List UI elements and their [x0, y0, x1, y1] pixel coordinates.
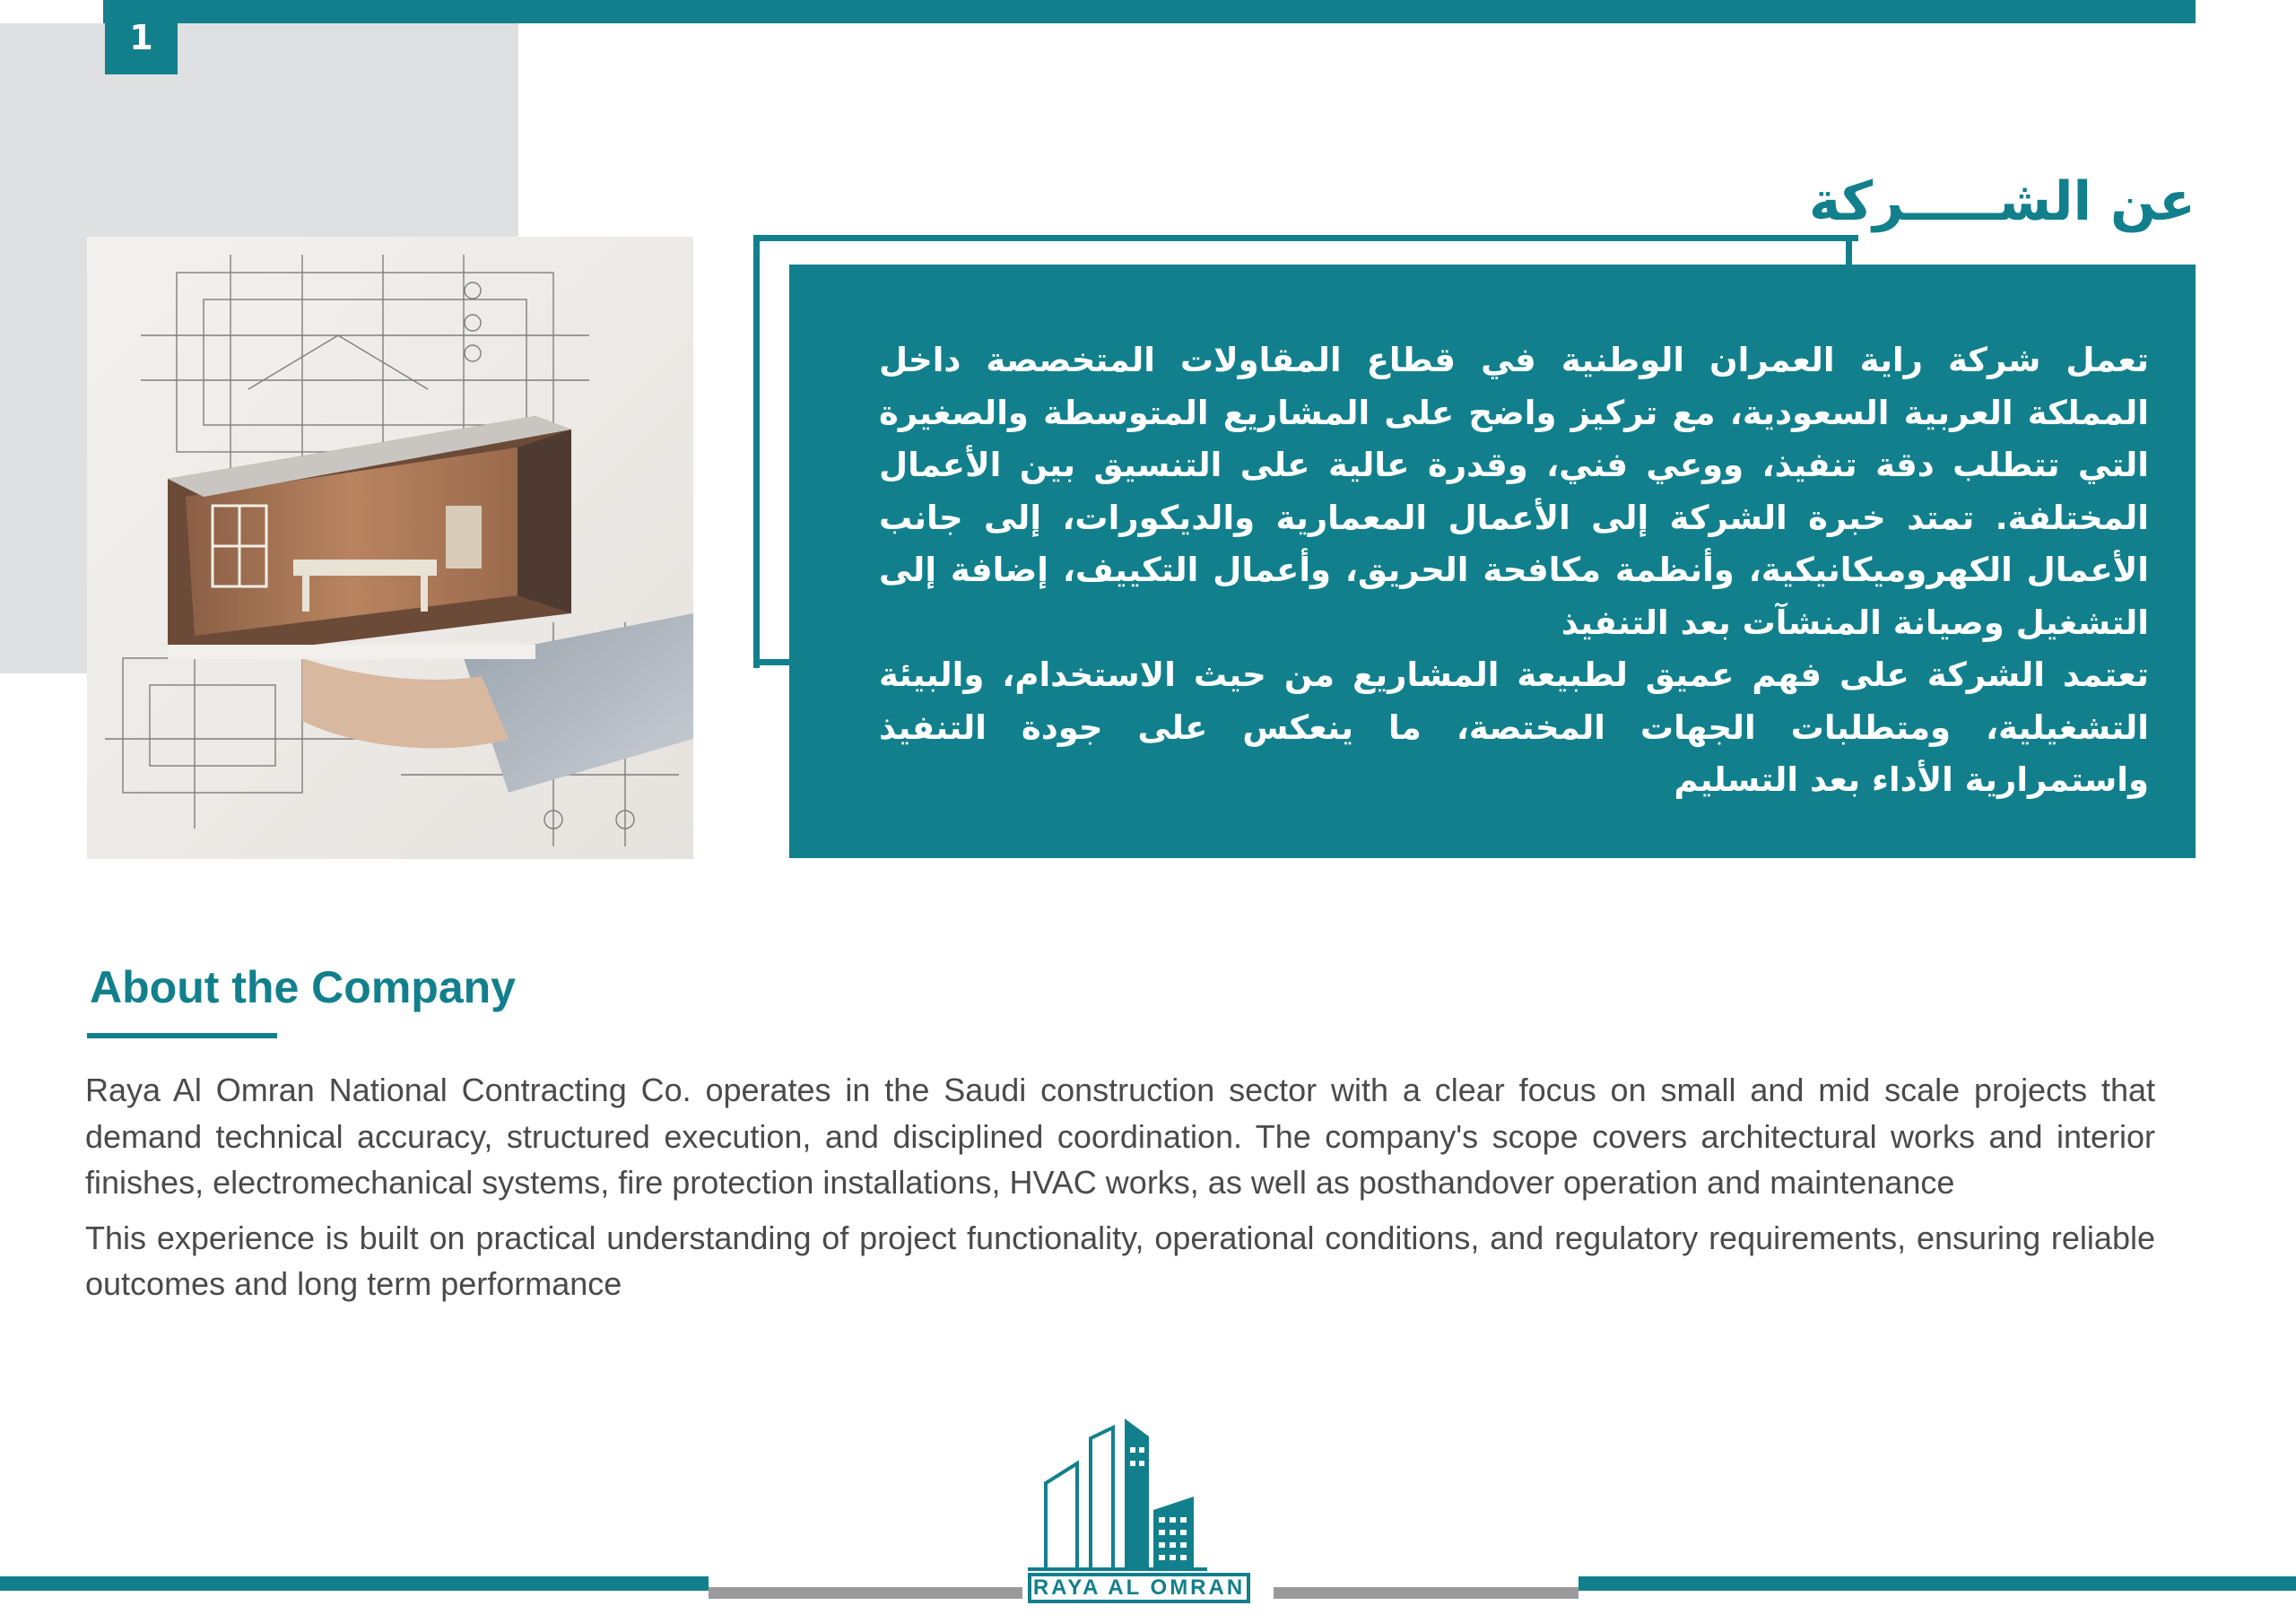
- company-logo-text: RAYA AL OMRAN: [1028, 1573, 1250, 1603]
- page-number-badge: 1: [105, 0, 178, 74]
- decorative-frame-bottom: [753, 659, 791, 665]
- arabic-paragraph-2: تعتمد الشركة على فهم عميق لطبيعة المشاريع من حيث الاستخدام، والبيئة التشغيلية، ومتطلبات الجهات المختصة، ما ينعكس على جودة التنفيذ واستمرارية الأداء بعد التسليم: [879, 655, 2149, 799]
- english-paragraph-2: This experience is built on practical understanding of project functionality, operational conditions, and regulatory requirements, ensuring reliable outcomes and long term performance: [85, 1219, 2155, 1302]
- bottom-bar-teal-right: [1578, 1576, 2296, 1591]
- english-paragraph-1: Raya Al Omran National Contracting Co. operates in the Saudi construction sector with a clear focus on small and mid scale projects that demand technical accuracy, structured execution, and disciplined coordination. The company's scope covers architectural works and interior finishes, electromechanical systems, fire protection installations, HVAC works, as well as posthandover operation and maintenance: [85, 1072, 2155, 1201]
- bottom-bar-gray-right: [1274, 1587, 1578, 1599]
- english-text-body: [85, 1067, 2155, 1316]
- bottom-bar-teal-left: [0, 1576, 709, 1591]
- english-section-title: About the Company: [90, 962, 516, 1012]
- title-underline: [87, 1033, 277, 1038]
- bottom-bar-gray-left: [709, 1587, 1022, 1599]
- architecture-model-photo: [87, 237, 693, 859]
- arabic-paragraph-1: تعمل شركة راية العمران الوطنية في قطاع المقاولات المتخصصة داخل المملكة العربية السعودية، مع تركيز واضح على المشاريع المتوسطة والصغيرة التي تتطلب دقة تنفيذ، ووعي فني، وقدرة عالية على التنسيق بين الأعمال المختلفة. تمتد خبرة الشركة إلى الأعمال المعمارية والديكورات، إلى جانب الأعمال الكهروميكانيكية، وأنظمة مكافحة الحريق، وأعمال التكييف، إضافة إلى التشغيل وصيانة المنشآت بعد التنفيذ: [879, 341, 2149, 642]
- arabic-section-title: عن الشـــــركة: [1808, 170, 2196, 233]
- top-accent-bar: [103, 0, 2196, 23]
- decorative-frame-right: [1846, 235, 1852, 267]
- arabic-text-box: [789, 265, 2196, 858]
